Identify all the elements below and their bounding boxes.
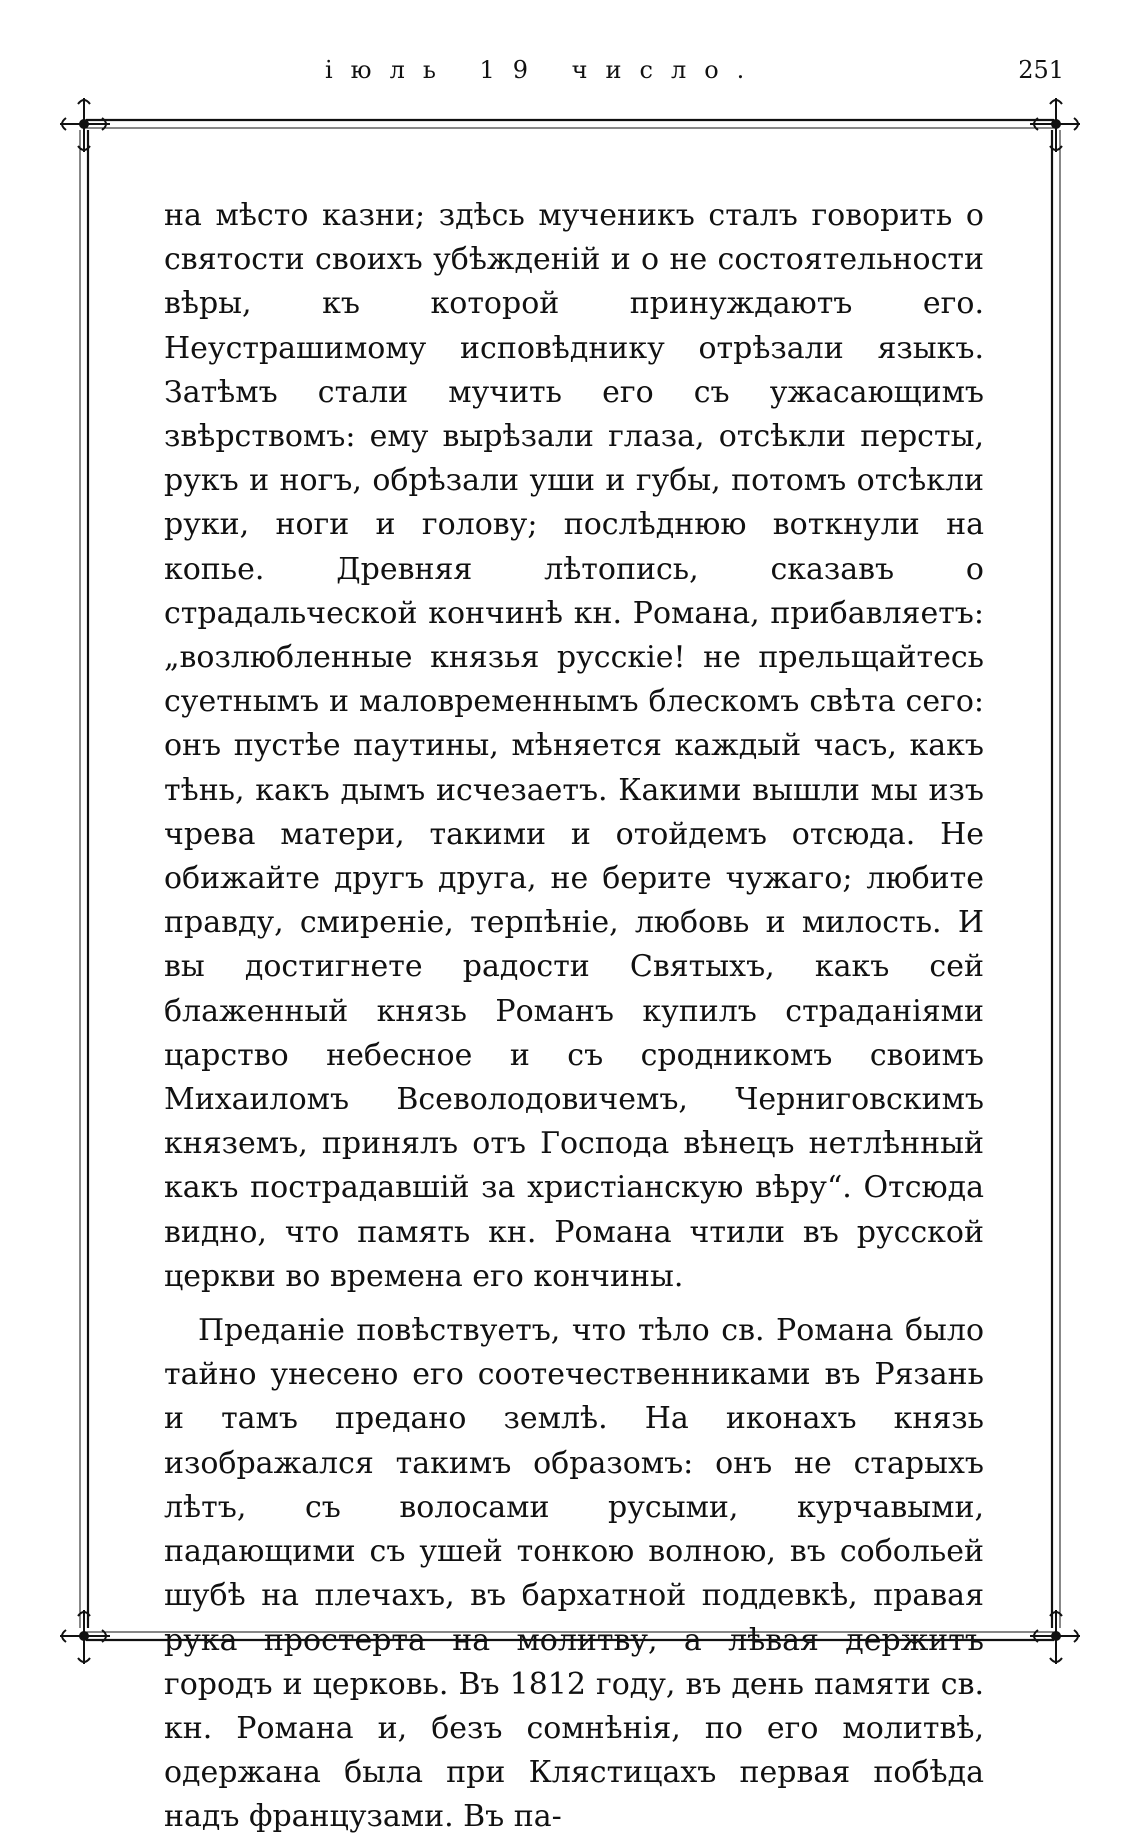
running-head-title: іюль 19 число. bbox=[325, 56, 763, 84]
corner-ornament-top-left bbox=[60, 98, 110, 152]
page-body bbox=[164, 194, 984, 1840]
corner-ornament-bottom-left bbox=[60, 1610, 110, 1664]
page-number: 251 bbox=[1018, 56, 1064, 84]
paragraph: Преданіе повѣствуетъ, что тѣло св. Романа было тайно унесено его соотечественниками въ Рязань и тамъ предано землѣ. На иконахъ князь изображался такимъ образомъ: онъ не старыхъ лѣтъ, съ волосами русыми, курчавыми, падающими съ ушей тонкою волною, въ собольей шубѣ на плечахъ, въ бархатной поддевкѣ, правая рука простерта на молитву, а лѣвая держитъ городъ и церковь. Въ 1812 году, въ день памяти св. кн. Романа и, безъ сомнѣнія, по его молитвѣ, одержана была при Клястицахъ первая побѣда надъ французами. Въ па- bbox=[164, 1313, 984, 1835]
corner-ornament-top-right bbox=[1030, 98, 1080, 152]
paragraph-continued: на мѣсто казни; здѣсь мученикъ сталъ говорить о святости своихъ убѣжденій и о не состоятельности вѣры, къ которой принуждаютъ его. Неустрашимому исповѣднику отрѣзали языкъ. Затѣмъ стали мучить его съ ужасающимъ звѣрствомъ: ему вырѣзали глаза, отсѣкли персты, рукъ и ногъ, обрѣзали уши и губы, потомъ отсѣкли руки, ноги и голову; послѣднюю воткнули на копье. Древняя лѣтопись, сказавъ о страдальческой кончинѣ кн. Романа, прибавляетъ: „возлюбленные князья русскіе! не прельщайтесь суетнымъ и маловременнымъ блескомъ свѣта сего: онъ пустѣе паутины, мѣняется каждый часъ, какъ тѣнь, какъ дымъ исчезаетъ. Какими вышли мы изъ чрева матери, такими и отойдемъ отсюда. Не обижайте другъ друга, не берите чужаго; любите правду, смиреніе, терпѣніе, любовь и милость. И вы достигнете радости Святыхъ, какъ сей блаженный князь Романъ купилъ страданіями царство небесное и съ сродникомъ своимъ Михаиломъ Всеволодовичемъ, Черниговскимъ княземъ, принялъ отъ Господа вѣнецъ нетлѣнный какъ пострадавшій за христіанскую вѣру“. Отсюда видно, что память кн. Романа чтили въ русской церкви во времена его кончины. bbox=[164, 198, 984, 1294]
running-head bbox=[0, 56, 1140, 96]
corner-ornament-bottom-right bbox=[1030, 1610, 1080, 1664]
